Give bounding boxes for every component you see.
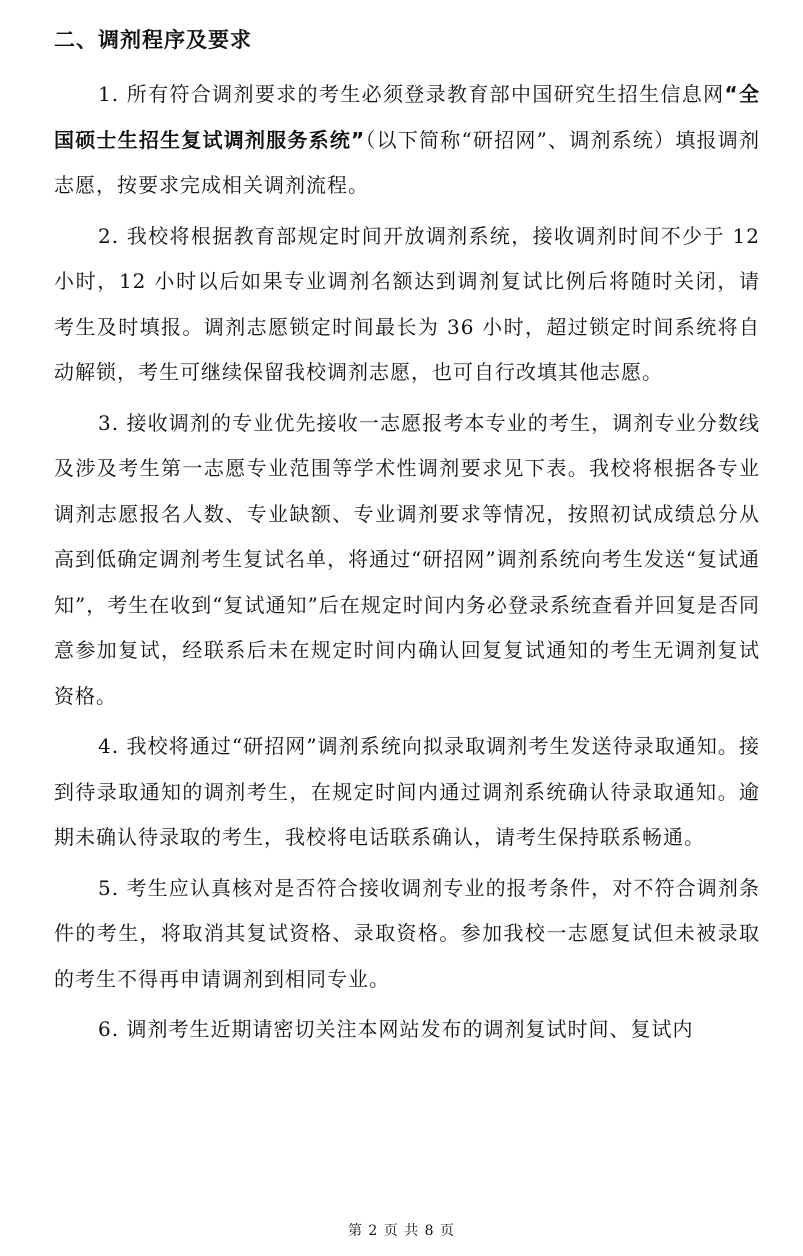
paragraph-5: 5. 考生应认真核对是否符合接收调剂专业的报考条件，对不符合调剂条件的考生，将取消其复试资格、录取资格。参加我校一志愿复试但未被录取的考生不得再申请调剂到相同专业。	[54, 875, 760, 991]
paragraph-4: 4. 我校将通过“研招网”调剂系统向拟录取调剂考生发送待录取通知。接到待录取通知的调剂考生，在规定时间内通过调剂系统确认待录取通知。逾期未确认待录取的考生，我校将电话联系确认，请考生保持联系畅通。	[54, 734, 760, 849]
paragraph-6: 6. 调剂考生近期请密切关注本网站发布的调剂复试时间、复试内	[98, 1017, 694, 1041]
paragraph-1-text-end: （以下简称“研招网”、调剂系统）填报调剂志愿，按要求完成相关调剂流程。	[54, 127, 760, 197]
page-number-footer: 第 2 页 共 8 页	[347, 1223, 456, 1239]
document-body	[54, 72, 760, 1053]
section-heading: 二、调剂程序及要求	[54, 28, 252, 52]
paragraph-1	[54, 72, 760, 209]
paragraph-3: 3. 接收调剂的专业优先接收一志愿报考本专业的考生，调剂专业分数线及涉及考生第一志愿专业范围等学术性调剂要求见下表。我校将根据各专业调剂志愿报名人数、专业缺额、专业调剂要求等情况，按照初试成绩总分从高到低确定调剂考生复试名单，将通过“研招网”调剂系统向考生发送“复试通知”，考生在收到“复试通知”后在规定时间内务必登录系统查看并回复是否同意参加复试，经联系后未在规定时间内确认回复复试通知的考生无调剂复试资格。	[54, 410, 760, 708]
paragraph-1-text-start: 1. 所有符合调剂要求的考生必须登录教育部中国研究生招生信息网	[98, 82, 725, 106]
system-name-bold: “全国硕士生招生复试调剂服务系统”	[54, 82, 760, 152]
paragraph-2: 2. 我校将根据教育部规定时间开放调剂系统，接收调剂时间不少于 12 小时，12 小时以后如果专业调剂名额达到调剂复试比例后将随时关闭，请考生及时填报。调剂志愿锁定时间最长为 36 小时，超过锁定时间系统将自动解锁，考生可继续保留我校调剂志愿，也可自行改填其他志愿。	[54, 223, 760, 384]
